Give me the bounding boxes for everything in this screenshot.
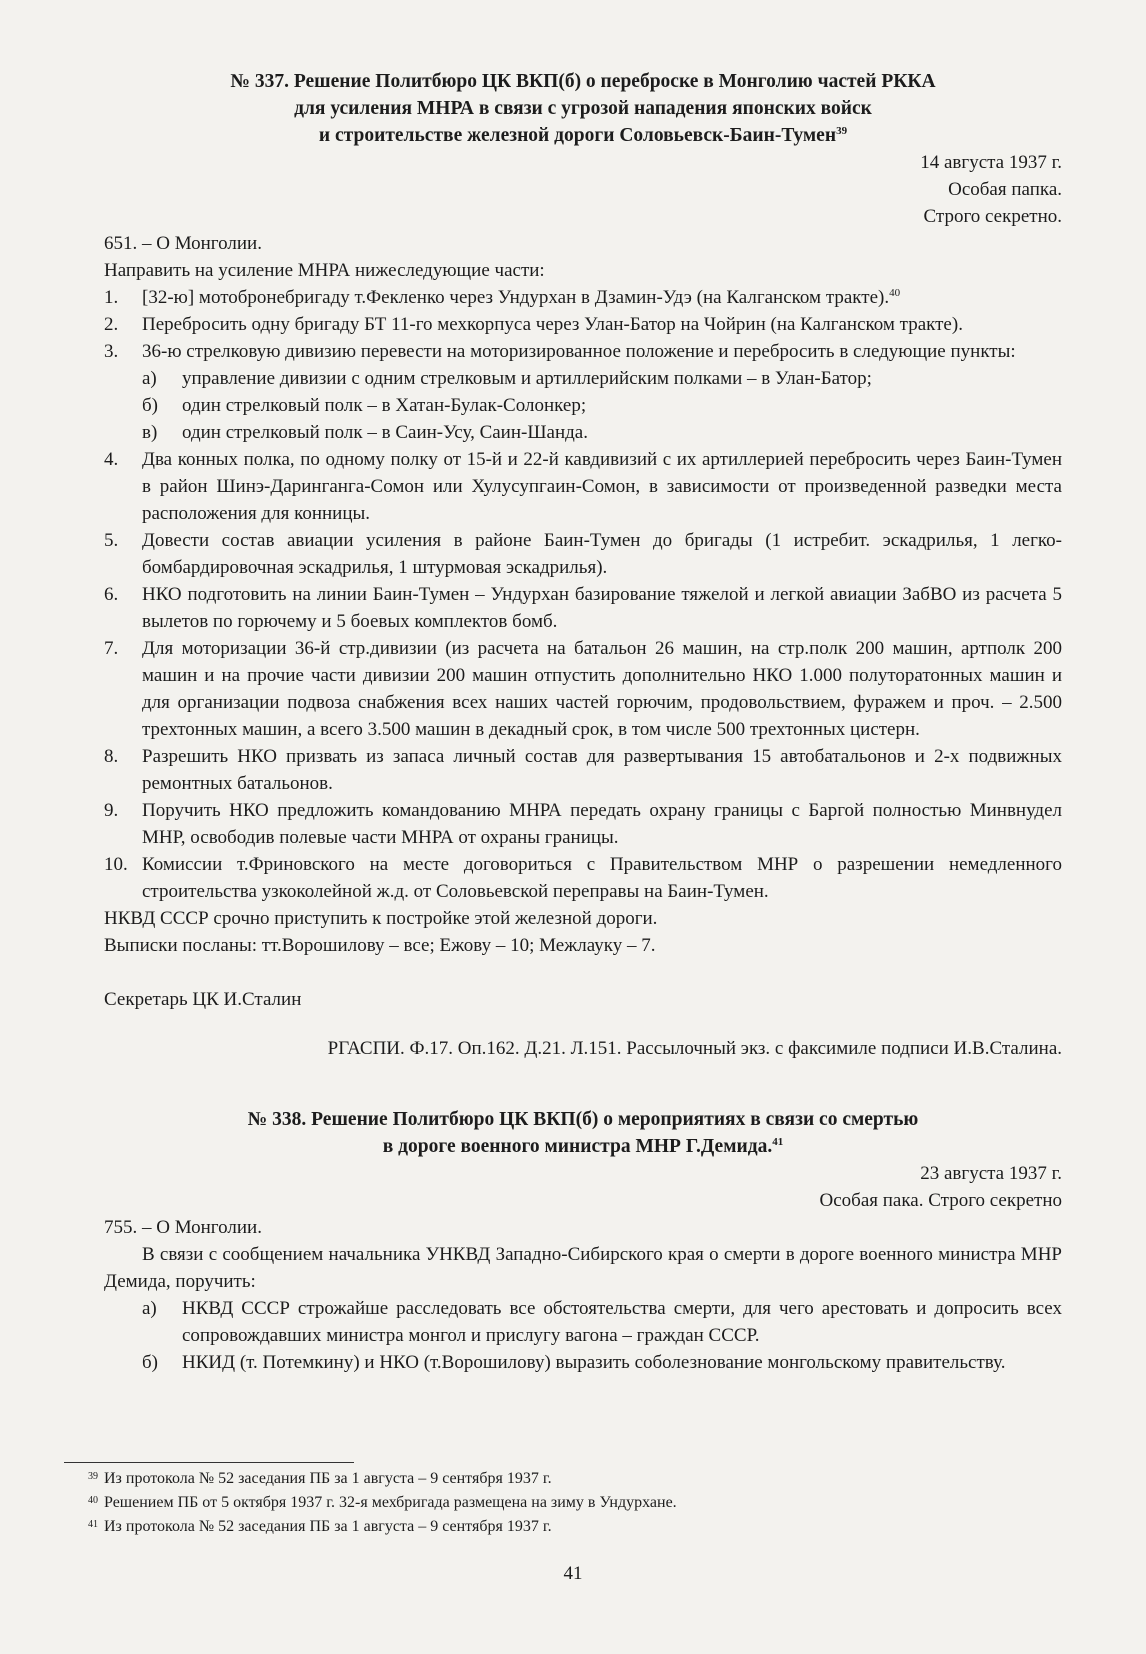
footnote-ref-41[interactable]: 41 [772, 1136, 784, 1148]
item-text: Комиссии т.Фриновского на месте договориться с Правительством МНР о разрешении немедленного строительства узкоколейной ж.д. от Соловьевской переправы на Баин-Тумен. [142, 854, 1062, 902]
list-item [104, 527, 1062, 581]
footnote-39: 39 Из протокола № 52 заседания ПБ за 1 августа – 9 сентября 1937 г. [64, 1467, 1062, 1491]
item-text: Для моторизации 36-й стр.дивизии (из расчета на батальон 26 машин, на стр.полк 200 машин, артполк 200 машин и на прочие части дивизии 200 машин отпустить дополнительно НКО 1.000 полуторатонных машин и для организации подвоза снабжения всех наших частей горючим, продовольствием, фуражем и проч. – 2.500 трехтонных машин, а всего 3.500 машин в декадный срок, в том числе 500 трехтонных цистерн. [142, 638, 1062, 740]
doc-337-item-list [104, 284, 1062, 365]
item-text: Два конных полка, по одному полку от 15-й и 22-й кавдивизий с их артиллерией перебросить через Баин-Тумен в район Шинэ-Даринганга-Сомон или Хулусупгаин-Сомон, в зависимости от произведенной разведки места расположения для конницы. [142, 449, 1062, 524]
subitem-letter: в) [142, 422, 158, 443]
subitem-letter: б) [142, 395, 158, 416]
item-number: 5. [104, 530, 119, 551]
doc-337-secrecy: Строго секретно. [923, 206, 1062, 227]
doc-337-intro: Направить на усиление МНРА нижеследующие части: [104, 260, 545, 281]
footnote-40: 40 Решением ПБ от 5 октября 1937 г. 32-я мехбригада размещена на зиму в Ундурхане. [64, 1491, 1062, 1515]
doc-337-heading: 651. – О Монголии. [104, 233, 262, 254]
doc-338-item-list [104, 1295, 1062, 1376]
item-text: НКО подготовить на линии Баин-Тумен – Ундурхан базирование тяжелой и легкой авиации ЗабВО из расчета 5 вылетов по горючему и 5 боевых комплектов бомб. [142, 584, 1062, 632]
item-text: 36-ю стрелковую дивизию перевести на моторизированное положение и перебросить в следующие пункты: [142, 341, 1016, 362]
list-item [104, 338, 1062, 365]
doc-337-title-line1: № 337. Решение Политбюро ЦК ВКП(б) о переброске в Монголию частей РККА [230, 71, 936, 92]
list-item [104, 851, 1062, 905]
item-number: 8. [104, 746, 119, 767]
item-number: 6. [104, 584, 119, 605]
list-item [104, 581, 1062, 635]
list-item [142, 1349, 1062, 1376]
page-number: 41 [563, 1563, 583, 1584]
subitem-letter: а) [142, 1298, 157, 1319]
doc-337-title-line3 [104, 122, 1062, 149]
item-number: 4. [104, 449, 119, 470]
list-item [142, 365, 1062, 392]
list-item [142, 419, 1062, 446]
footnote-41: 41 Из протокола № 52 заседания ПБ за 1 августа – 9 сентября 1937 г. [64, 1515, 1062, 1539]
list-item [142, 392, 1062, 419]
item-text: Поручить НКО предложить командованию МНРА передать охрану границы с Баргой полностью Минвнудел МНР, освободив полевые части МНРА от охраны границы. [142, 800, 1062, 848]
doc-337-archive-reference: РГАСПИ. Ф.17. Оп.162. Д.21. Л.151. Рассылочный экз. с факсимиле подписи И.В.Сталина. [327, 1038, 1062, 1059]
list-item [142, 1295, 1062, 1349]
item-number: 10. [104, 854, 128, 875]
doc-337-title-line3-text: и строительстве железной дороги Соловьевск-Баин-Тумен [318, 125, 837, 146]
doc-338-title-line1: № 338. Решение Политбюро ЦК ВКП(б) о мероприятиях в связи со смертью [247, 1109, 919, 1130]
list-item [104, 797, 1062, 851]
item-number: 3. [104, 341, 119, 362]
doc-337-folder: Особая папка. [948, 179, 1062, 200]
item-text: Разрешить НКО призвать из запаса личный состав для развертывания 15 автобатальонов и 2-х подвижных ремонтных батальонов. [142, 746, 1062, 794]
list-item [104, 284, 1062, 311]
item-number: 7. [104, 638, 119, 659]
item-text: Перебросить одну бригаду БТ 11-го мехкорпуса через Улан-Батор на Чойрин (на Калганском тракте). [142, 314, 963, 335]
item-text: Довести состав авиации усиления в районе Баин-Тумен до бригады (1 истребит. эскадрилья, 1 легко-бомбардировочная эскадрилья, 1 штурмовая эскадрилья). [142, 530, 1062, 578]
doc-337-nkvd-order: НКВД СССР срочно приступить к постройке этой железной дороги. [104, 908, 658, 929]
doc-338-title [104, 1106, 1062, 1160]
footnote-divider [64, 1462, 354, 1463]
footnote-text: Из протокола № 52 заседания ПБ за 1 августа – 9 сентября 1937 г. [104, 1470, 552, 1487]
item-number: 2. [104, 314, 119, 335]
doc-337-extracts: Выписки посланы: тт.Ворошилову – все; Ежову – 10; Межлауку – 7. [104, 935, 656, 956]
doc-338-date: 23 августа 1937 г. [920, 1163, 1062, 1184]
subitem-text: управление дивизии с одним стрелковым и артиллерийским полками – в Улан-Батор; [182, 368, 872, 389]
doc-338-title-line2-text: в дороге военного министра МНР Г.Демида. [382, 1136, 773, 1157]
item-text: [32-ю] мотобронебригаду т.Фекленко через Ундурхан в Дзамин-Удэ (на Калганском тракте). [142, 287, 890, 308]
doc-337-title-line2: для усиления МНРА в связи с угрозой нападения японских войск [294, 98, 872, 119]
list-item [104, 446, 1062, 527]
item-number: 9. [104, 800, 119, 821]
list-item [104, 311, 1062, 338]
subitem-text: один стрелковый полк – в Хатан-Булак-Солонкер; [182, 395, 587, 416]
doc-337-date: 14 августа 1937 г. [920, 152, 1062, 173]
footnote-text: Из протокола № 52 заседания ПБ за 1 августа – 9 сентября 1937 г. [104, 1518, 552, 1535]
doc-337-signature: Секретарь ЦК И.Сталин [104, 989, 302, 1010]
doc-338-folder-secrecy: Особая пака. Строго секретно [819, 1190, 1062, 1211]
list-item [104, 635, 1062, 743]
subitem-letter: а) [142, 368, 157, 389]
footnote-text: Решением ПБ от 5 октября 1937 г. 32-я мехбригада размещена на зиму в Ундурхане. [104, 1494, 677, 1511]
document-338 [104, 1106, 1062, 1376]
footnote-ref-39[interactable]: 39 [836, 125, 848, 137]
footnote-ref-40[interactable]: 40 [889, 287, 901, 299]
doc-337-item-list-continued [104, 446, 1062, 905]
doc-338-heading: 755. – О Монголии. [104, 1217, 262, 1238]
document-337 [104, 68, 1062, 1062]
subitem-text: НКИД (т. Потемкину) и НКО (т.Ворошилову) выразить соболезнование монгольскому правительству. [182, 1352, 1006, 1373]
footnotes [64, 1462, 1062, 1539]
doc-338-title-line2 [104, 1133, 1062, 1160]
doc-337-subitem-list [104, 365, 1062, 446]
doc-337-title [104, 68, 1062, 149]
subitem-text: НКВД СССР строжайше расследовать все обстоятельства смерти, для чего арестовать и допросить всех сопровождавших министра монгол и прислугу вагона – граждан СССР. [182, 1298, 1062, 1346]
subitem-letter: б) [142, 1352, 158, 1373]
doc-338-intro: В связи с сообщением начальника УНКВД Западно-Сибирского края о смерти в дороге военного министра МНР Демида, поручить: [104, 1244, 1062, 1292]
subitem-text: один стрелковый полк – в Саин-Усу, Саин-Шанда. [182, 422, 588, 443]
list-item [104, 743, 1062, 797]
item-number: 1. [104, 287, 119, 308]
